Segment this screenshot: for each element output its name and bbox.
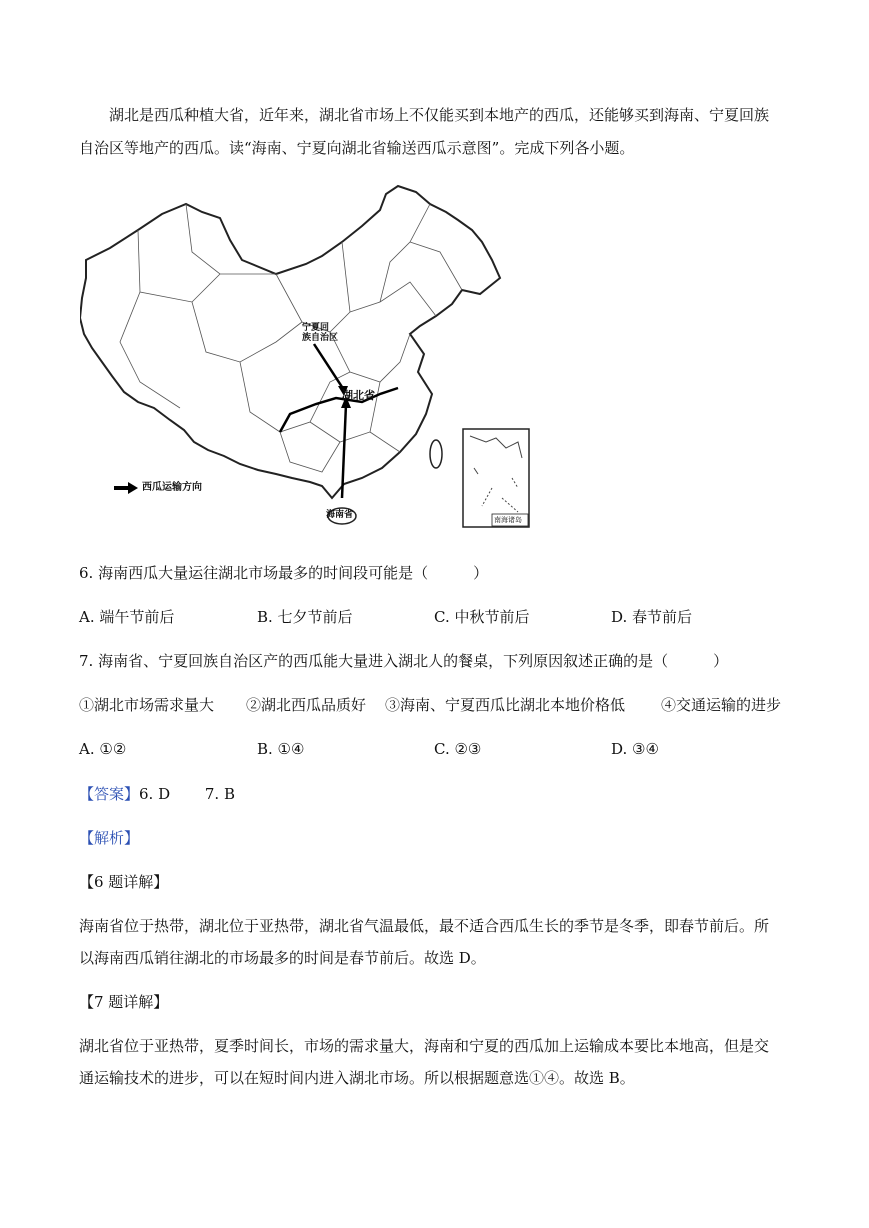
q6-option-a: A. 端午节前后 [79, 608, 175, 626]
detail6-line-2: 以海南西瓜销往湖北的市场最多的时间是春节前后。故选 D。 [79, 949, 486, 967]
q7-option-d: D. ③④ [611, 740, 659, 758]
label-ningxia-2: 族自治区 [302, 333, 339, 343]
q7-item-3: ③海南、宁夏西瓜比湖北本地价格低 [385, 696, 626, 714]
detail6-title: 【6 题详解】 [79, 873, 169, 891]
answer-text: 6. D 7. B [139, 785, 235, 803]
detail7-line-2: 通运输技术的进步，可以在短时间内进入湖北市场。所以根据题意选①④。故选 B。 [79, 1069, 635, 1087]
q6-option-c: C. 中秋节前后 [434, 608, 530, 626]
intro-line-1: 湖北是西瓜种植大省，近年来，湖北省市场上不仅能买到本地产的西瓜，还能够买到海南、宁夏回族 [109, 106, 770, 124]
province-borders [120, 204, 462, 472]
label-hubei: 湖北省 [342, 389, 375, 402]
q7-item-2: ②湖北西瓜品质好 [246, 696, 367, 714]
inset-label: 南海诸岛 [494, 516, 522, 524]
answer-tag: 【答案】 [79, 785, 140, 803]
q6-option-d: D. 春节前后 [611, 608, 693, 626]
q7-stem: 7. 海南省、宁夏回族自治区产的西瓜能大量进入湖北人的餐桌，下列原因叙述正确的是（ ） [79, 652, 729, 670]
legend-arrow-head [128, 482, 138, 494]
label-ningxia-1: 宁夏回 [302, 323, 330, 333]
q7-item-1: ①湖北市场需求量大 [79, 696, 215, 714]
legend-label: 西瓜运输方向 [142, 482, 202, 493]
intro-line-2: 自治区等地产的西瓜。读“海南、宁夏向湖北省输送西瓜示意图”。完成下列各小题。 [79, 139, 635, 157]
label-hainan: 海南省 [326, 510, 354, 520]
q6-stem: 6. 海南西瓜大量运往湖北市场最多的时间段可能是（ ） [79, 564, 489, 582]
q7-option-c: C. ②③ [434, 740, 482, 758]
detail7-title: 【7 题详解】 [79, 993, 169, 1011]
china-outline [80, 186, 500, 498]
detail7-line-1: 湖北省位于亚热带，夏季时间长，市场的需求量大，海南和宁夏的西瓜加上运输成本要比本地高，但是交 [79, 1037, 770, 1055]
taiwan-island [430, 440, 442, 468]
route-thick-border [280, 388, 398, 432]
q6-option-b: B. 七夕节前后 [257, 608, 353, 626]
detail6-line-1: 海南省位于热带，湖北位于亚热带，湖北省气温最低，最不适合西瓜生长的季节是冬季，即春节前后。所 [79, 917, 770, 935]
inset-svg [462, 428, 530, 528]
analysis-tag: 【解析】 [79, 829, 140, 847]
q7-item-4: ④交通运输的进步 [661, 696, 782, 714]
transport-routes [280, 344, 398, 498]
answer-line [79, 782, 235, 806]
q7-option-b: B. ①④ [257, 740, 305, 758]
q7-option-a: A. ①② [79, 740, 127, 758]
south-sea-inset [462, 428, 530, 528]
